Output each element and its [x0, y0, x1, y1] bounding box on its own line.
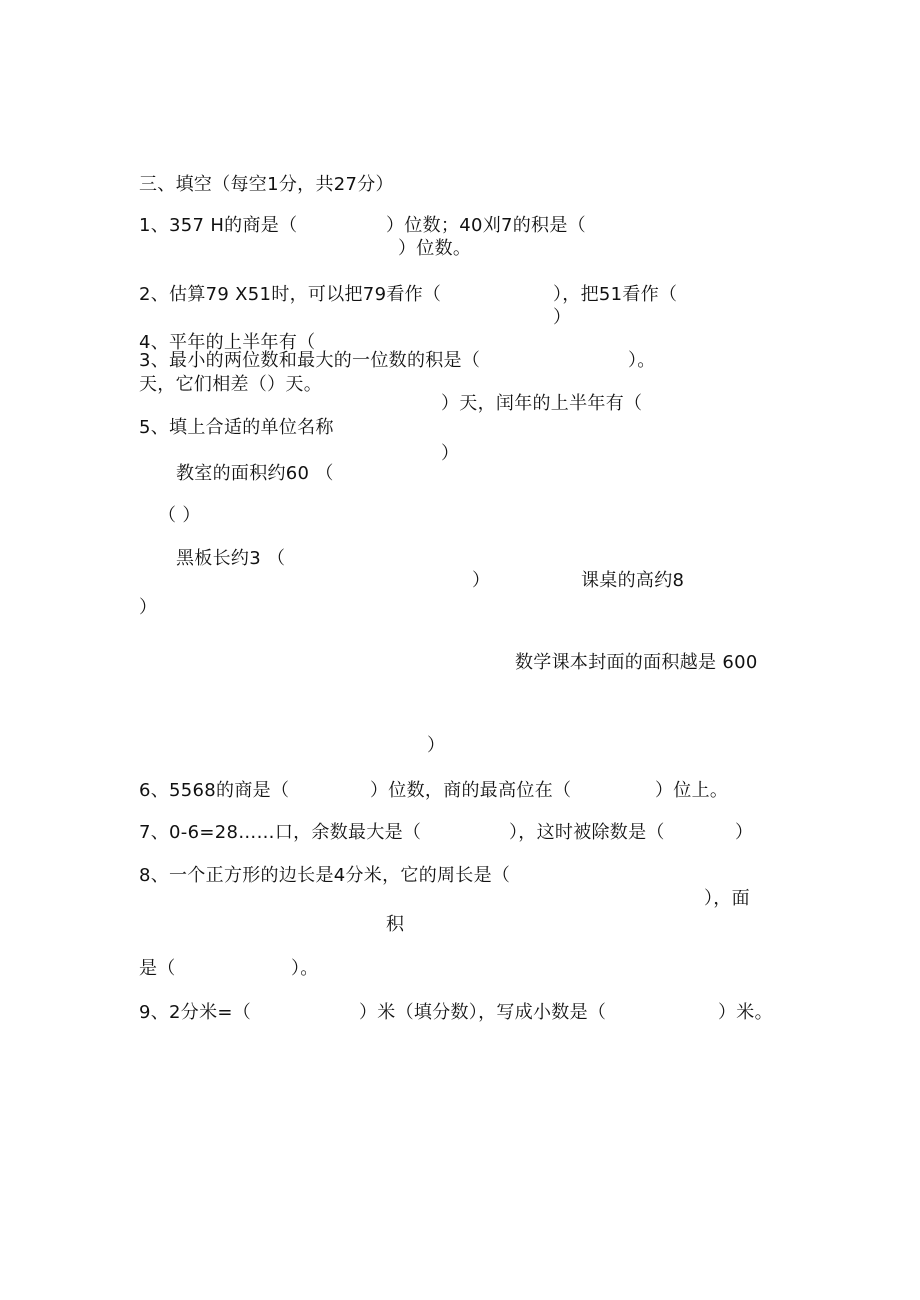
question-4-line1: 4、平年的上半年有（ — [139, 332, 316, 353]
question-8-line2: 是（ — [139, 958, 176, 979]
question-1-mid: ）位数；40刈7的积是（ — [386, 215, 586, 236]
question-9-mid: ）米（填分数），写成小数是（ — [359, 1002, 607, 1023]
question-4-line2: 天，它们相差（）天。 — [139, 374, 322, 395]
question-6-mid: ）位数，商的最高位在（ — [370, 780, 572, 801]
question-7-end: ） — [735, 822, 754, 843]
question-4-mid: ）天，闰年的上半年有（ — [441, 393, 643, 414]
question-2-line1: 2、估算79 X51时，可以把79看作（ — [139, 284, 442, 305]
question-6-end: ）位上。 — [655, 780, 729, 801]
question-5-title: 5、填上合适的单位名称 — [139, 417, 334, 438]
question-8-line1: 8、一个正方形的边长是4分米，它的周长是（ — [139, 865, 511, 886]
question-2-mid: ），把51看作（ — [553, 284, 678, 305]
question-8-mid2: 积 — [386, 914, 405, 935]
question-5-blackboard: 黑板长约3 （ — [176, 548, 286, 569]
question-5-blackboard-close: ） — [472, 570, 491, 591]
question-1-line1: 1、357 H的商是（ — [139, 215, 298, 236]
question-5-book: 数学课本封面的面积越是 600 — [515, 652, 758, 673]
question-7-text: 7、0-6=28……口，余数最大是（ — [139, 822, 422, 843]
question-6-text: 6、5568的商是（ — [139, 780, 290, 801]
question-5-book-close: ） — [427, 735, 446, 756]
question-5-desk: 课桌的高约8 — [581, 570, 685, 591]
question-5-desk-close: ） — [139, 597, 158, 618]
question-2-line2: ） — [553, 307, 572, 328]
question-5-classroom: 教室的面积约60 （ — [176, 463, 334, 484]
question-1-line2: ）位数。 — [398, 238, 472, 259]
question-9-text: 9、2分米=（ — [139, 1002, 252, 1023]
question-5-classroom-paren: （ ） — [158, 505, 201, 526]
question-3-text: 3、最小的两位数和最大的一位数的积是（ — [139, 350, 481, 371]
question-3-end: ）。 — [628, 350, 656, 371]
question-7-mid: ），这时被除数是（ — [509, 822, 665, 843]
question-8-end: ）。 — [291, 958, 319, 979]
section-heading: 三、填空（每空1分，共27分） — [139, 174, 394, 195]
question-4-line3: ） — [441, 443, 460, 464]
question-9-end: ）米。 — [718, 1002, 773, 1023]
question-8-mid: ），面 — [704, 888, 750, 909]
